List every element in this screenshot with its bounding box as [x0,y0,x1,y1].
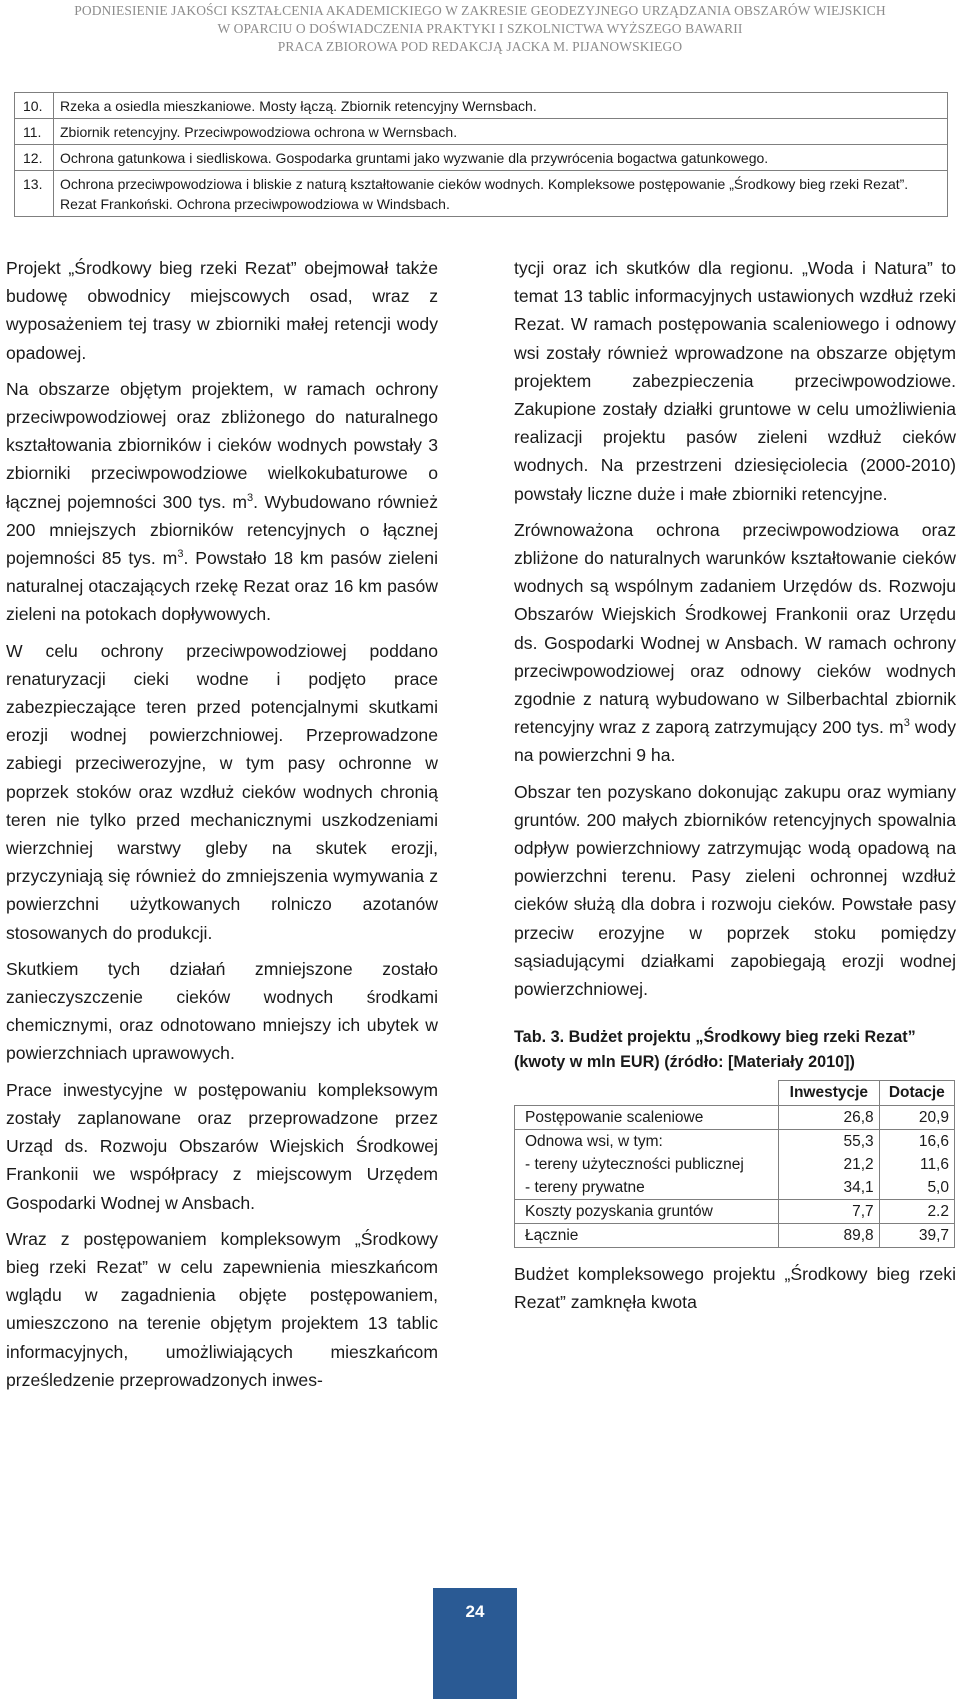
table-row [515,1176,955,1200]
item-number: 13. [15,171,54,217]
list-item [15,119,948,145]
investment-cell: 26,8 [779,1106,880,1130]
right-column [514,254,956,1325]
list-item [15,93,948,119]
table-row [515,1130,955,1154]
left-column [6,254,438,1402]
row-label: Postępowanie scaleniowe [515,1106,779,1130]
subsidy-cell: 2.2 [879,1200,954,1224]
investment-cell: 34,1 [779,1176,880,1200]
subsidy-cell: 16,6 [879,1130,954,1154]
paragraph: Budżet kompleksowego projektu „Środkowy bieg rzeki Rezat” zamknęła kwota [514,1264,956,1313]
table-header-row [515,1081,955,1106]
subsidy-cell: 20,9 [879,1106,954,1130]
investment-cell: 55,3 [779,1130,880,1154]
item-text: Ochrona gatunkowa i siedliskowa. Gospodarka gruntami jako wyzwanie dla przywrócenia bogactwa gatunkowego. [54,145,948,171]
item-text: Rzeka a osiedla mieszkaniowe. Mosty łączą. Zbiornik retencyjny Wernsbach. [54,93,948,119]
list-item [15,171,948,217]
budget-table [514,1080,955,1248]
investment-cell: 21,2 [779,1153,880,1176]
subsidy-cell: 5,0 [879,1176,954,1200]
table-row [515,1200,955,1224]
paragraph: Prace inwestycyjne w postępowaniu kompleksowym zostały zaplanowane oraz przeprowadzone przez Urząd ds. Rozwoju Obszarów Wiejskich Środkowej Frankonii we współpracy z miejscowym Urzędem Gospodarki Wodnej w Ansbach. [6,1079,438,1213]
item-text: Ochrona przeciwpowodziowa i bliskie z naturą kształtowanie cieków wodnych. Kompleksowe postępowanie „Środkowy bieg rzeki Rezat”. Rezat Frankoński. Ochrona przeciwpowodziowa w Windsbach. [54,171,948,217]
paragraph: Na obszarze objętym projektem, w ramach ochrony przeciwpowodziowej oraz zbliżonego do naturalnego kształtowania zbiorników i cieków wodnych powstały 3 zbiorniki przeciwpowodziowe wielkokubaturowe o łącznej pojemności 300 tys. $m^3$. Wybudowano również 200 mniejszych zbiorników retencyjnych o łącznej pojemności 85 tys. $m^3$. Powstało 18 km pasów zieleni naturalnej otaczających rzekę Rezat oraz 16 km pasów zieleni na potokach dopływowych. [6,378,438,625]
subsidy-cell: 11,6 [879,1153,954,1176]
paragraph: Projekt „Środkowy bieg rzeki Rezat” obejmował także budowę obwodnicy miejscowych osad, wraz z wyposażeniem tej trasy w zbiorniki małej retencji wody opadowej. [6,258,438,363]
paragraph: Wraz z postępowaniem kompleksowym „Środkowy bieg rzeki Rezat” w celu zapewnienia mieszkańcom wglądu w zagadnienia objęte postępowaniem, umieszczono na terenie objętym projektem 13 tablic informacyjnych, umożliwiających mieszkańcom prześledzenie przeprowadzonych inwes- [6,1228,438,1390]
table-row [515,1153,955,1176]
paragraph: Skutkiem tych działań zmniejszone zostało zanieczyszczenie cieków wodnych środkami chemicznymi, oraz odnotowano mniejszy ich ubytek w powierzchniach uprawowych. [6,958,438,1064]
header-line-1: PODNIESIENIE JAKOŚCI KSZTAŁCENIA AKADEMICKIEGO W ZAKRESIE GEODEZYJNEGO URZĄDZANIA OBSZARÓW WIEJSKICH [74,3,886,18]
paragraph: W celu ochrony przeciwpowodziowej poddano renaturyzacji cieki wodne i podjęto prace zabezpieczające teren przed potencjalnymi skutkami erozji wodnej powierzchniowej. Przeprowadzone zabiegi przeciwerozyjne, w tym pasy ochronne w poprzek stoków oraz wzdłuż cieków wodnych chronią teren nie tylko przed mechanicznymi uszkodzeniami wierzchniej warstwy gleby na skutek erozji, przyczyniają się również do zmniejszenia wymywania z powierzchni użytkowanych rolniczo azotanów stosowanych do produkcji. [6,640,438,943]
page-number: 24 [433,1588,517,1699]
row-label: - tereny prywatne [515,1176,779,1200]
running-header [0,2,960,56]
column-header: Dotacje [879,1081,954,1106]
paragraph: Zrównoważona ochrona przeciwpowodziowa oraz zbliżone do naturalnych warunków kształtowanie cieków wodnych są wspólnym zadaniem Urzędów ds. Rozwoju Obszarów Wiejskich Środkowej Frankonii oraz Urzędu ds. Gospodarki Wodnej w Ansbach. W ramach ochrony przeciwpowodziowej oraz odnowy cieków wodnych zgodnie z naturą wybudowano w Silberbachtal zbiornik retencyjny wraz z zaporą zatrzymujący 200 tys. $m^3$ wody na powierzchni 9 ha. [514,519,957,766]
header-line-3: PRACA ZBIOROWA POD REDAKCJĄ JACKA M. PIJANOWSKIEGO [277,39,683,54]
row-label: Koszty pozyskania gruntów [515,1200,779,1224]
row-label: - tereny użyteczności publicznej [515,1153,779,1176]
subsidy-cell: 39,7 [879,1224,954,1248]
row-label: Odnowa wsi, w tym: [515,1130,779,1154]
paragraph: tycji oraz ich skutków dla regionu. „Woda i Natura” to temat 13 tablic informacyjnych ustawionych wzdłuż rzeki Rezat. W ramach postępowania scaleniowego i odnowy wsi zostały również wprowadzone na obszarze objętym projektem zabezpieczenia przeciwpowodziowe. Zakupione zostały działki gruntowe w celu umożliwienia realizacji projektu pasów zieleni wzdłuż cieków wodnych. Na przestrzeni dziesięciolecia (2000-2010) powstały liczne duże i małe zbiorniki retencyjne. [514,258,956,504]
item-text: Zbiornik retencyjny. Przeciwpowodziowa ochrona w Wernsbach. [54,119,948,145]
table-row [515,1224,955,1248]
contents-table [14,92,948,217]
header-line-2: W OPARCIU O DOŚWIADCZENIA PRAKTYKI I SZKOLNICTWA WYŻSZEGO BAWARII [217,21,743,36]
row-label: Łącznie [515,1224,779,1248]
investment-cell: 7,7 [779,1200,880,1224]
item-number: 11. [15,119,54,145]
list-item [15,145,948,171]
table-row [515,1106,955,1130]
item-number: 12. [15,145,54,171]
column-header: Inwestycje [779,1081,880,1106]
table-caption: Tab. 3. Budżet projektu „Środkowy bieg rzeki Rezat” (kwoty w mln EUR) (źródło: [Materiały 2010]) [514,1028,916,1071]
item-number: 10. [15,93,54,119]
paragraph: Obszar ten pozyskano dokonując zakupu oraz wymiany gruntów. 200 małych zbiorników retencyjnych spowalnia odpływ powierzchniowy zatrzymując wodą opadową na powierzchni terenu. Pasy zieleni ochronnej wzdłuż cieków służą dla dobra i rozwoju cieków. Powstałe pasy przeciw erozyjne w poprzek stoku pomiędzy sąsiadującymi działkami zapobiegają erozji wodnej powierzchniowej. [514,781,956,1000]
investment-cell: 89,8 [779,1224,880,1248]
